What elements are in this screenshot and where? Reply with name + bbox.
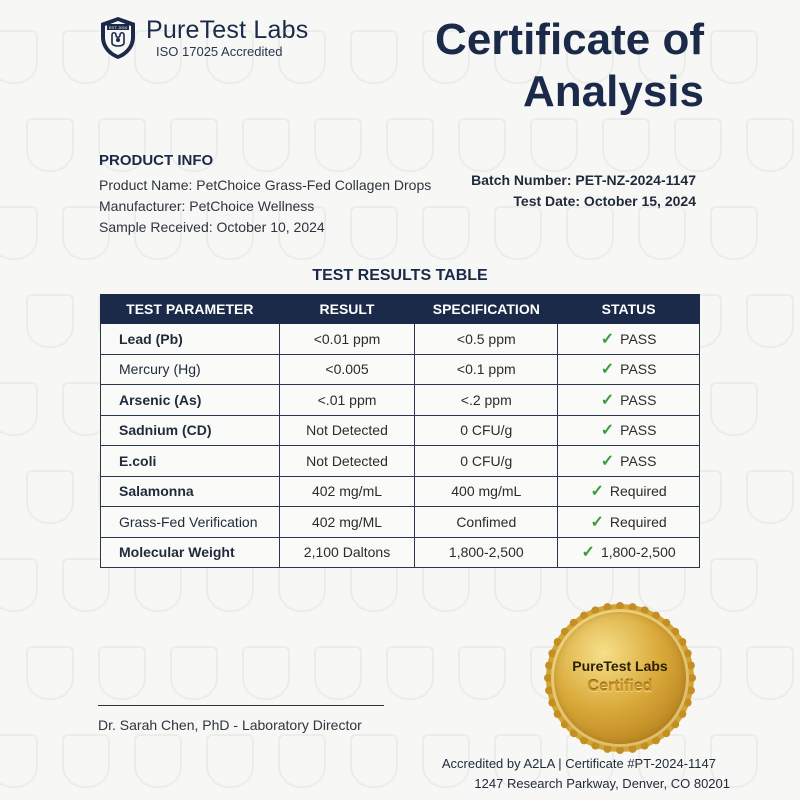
spec-cell: Confimed (415, 507, 558, 538)
watermark-shield-icon (278, 734, 326, 788)
result-cell: 402 mg/ML (279, 507, 415, 538)
status-cell (558, 507, 700, 538)
watermark-shield-icon (710, 206, 758, 260)
table-row (101, 385, 700, 416)
status-text: 1,800-2,500 (600, 544, 676, 561)
watermark-shield-icon (26, 118, 74, 172)
watermark-shield-icon (62, 734, 110, 788)
watermark-shield-icon (458, 118, 506, 172)
header-result: RESULT (279, 295, 415, 324)
watermark-shield-icon (746, 470, 794, 524)
watermark-shield-icon (386, 646, 434, 700)
watermark-shield-icon (746, 646, 794, 700)
watermark-shield-icon (242, 646, 290, 700)
watermark-shield-icon (494, 206, 542, 260)
watermark-shield-icon (0, 734, 38, 788)
product-info-heading: PRODUCT INFO (99, 152, 214, 169)
checkmark-icon: ✓ (581, 544, 595, 562)
watermark-shield-icon (638, 206, 686, 260)
status-cell (558, 324, 700, 355)
document-title: Certificate of Analysis (435, 15, 704, 116)
spec-cell: 1,800-2,500 (415, 537, 558, 568)
param-cell: Lead (Pb) (101, 324, 280, 355)
watermark-shield-icon (602, 118, 650, 172)
footer (441, 754, 730, 794)
watermark-shield-icon (26, 470, 74, 524)
param-cell: Grass-Fed Verification (101, 507, 280, 538)
status-cell (558, 446, 700, 477)
table-row (101, 446, 700, 477)
status-cell (558, 415, 700, 446)
status-text: PASS (620, 422, 657, 439)
watermark-shield-icon (0, 206, 38, 260)
spec-cell: <0.1 ppm (415, 354, 558, 385)
result-cell: 2,100 Daltons (279, 537, 415, 568)
checkmark-icon: ✓ (600, 422, 615, 440)
seal-certified-label: Certified (587, 678, 653, 695)
lab-logo (98, 15, 308, 61)
batch-info-section (471, 170, 696, 212)
watermark-shield-icon (26, 294, 74, 348)
signature-line (98, 705, 384, 706)
batch-number: Batch Number: PET-NZ-2024-1147 (471, 172, 696, 188)
status-text: Required (609, 483, 667, 500)
table-row (101, 537, 700, 568)
status-text: Required (609, 513, 667, 530)
status-cell (558, 385, 700, 416)
watermark-shield-icon (530, 118, 578, 172)
spec-cell: <0.5 ppm (415, 324, 558, 355)
header-specification: SPECIFICATION (415, 295, 558, 324)
spec-cell: 0 CFU/g (415, 446, 558, 477)
lab-name: PureTest Labs (146, 16, 309, 44)
spec-cell: <.2 ppm (415, 385, 558, 416)
watermark-shield-icon (0, 558, 38, 612)
test-date: Test Date: October 15, 2024 (513, 193, 696, 209)
param-cell: E.coli (101, 446, 280, 477)
table-row (101, 415, 700, 446)
watermark-shield-icon (458, 646, 506, 700)
status-text: PASS (620, 361, 657, 378)
product-name-line: Product Name: PetChoice Grass-Fed Collagen Drops (99, 177, 432, 193)
watermark-shield-icon (350, 734, 398, 788)
certified-seal (543, 601, 697, 755)
results-table-title: TEST RESULTS TABLE (312, 267, 488, 284)
result-cell: 402 mg/mL (279, 476, 415, 507)
watermark-shield-icon (26, 646, 74, 700)
watermark-shield-icon (0, 382, 38, 436)
result-cell: <0.005 (279, 354, 415, 385)
table-row (101, 507, 700, 538)
checkmark-icon: ✓ (600, 452, 615, 470)
result-cell: Not Detected (279, 446, 415, 477)
header-test-parameter: TEST PARAMETER (101, 295, 280, 324)
product-info-section (99, 152, 431, 238)
result-cell: <0.01 ppm (279, 324, 415, 355)
table-row (101, 476, 700, 507)
watermark-shield-icon (746, 118, 794, 172)
status-text: PASS (620, 452, 657, 469)
footer-accreditation: Accredited by A2LA | Certificate #PT-2024-1147 (441, 756, 716, 771)
sample-received-line: Sample Received: October 10, 2024 (99, 219, 325, 235)
checkmark-icon: ✓ (590, 483, 604, 501)
param-cell: Sadnium (CD) (101, 415, 280, 446)
watermark-shield-icon (170, 646, 218, 700)
checkmark-icon: ✓ (590, 513, 604, 531)
watermark-shield-icon (98, 646, 146, 700)
status-cell (558, 354, 700, 385)
spec-cell: 0 CFU/g (415, 415, 558, 446)
param-cell: Molecular Weight (101, 537, 280, 568)
watermark-shield-icon (746, 294, 794, 348)
shield-label: EST. 2010 (108, 24, 128, 30)
status-text: PASS (620, 330, 657, 347)
footer-address: 1247 Research Parkway, Denver, CO 80201 (474, 776, 730, 791)
checkmark-icon: ✓ (600, 330, 615, 348)
signatory-name: Dr. Sarah Chen, PhD - Laboratory Director (98, 717, 362, 733)
table-row (101, 354, 700, 385)
watermark-shield-icon (134, 734, 182, 788)
watermark-shield-icon (710, 382, 758, 436)
watermark-shield-icon (566, 206, 614, 260)
shield-icon (98, 15, 138, 61)
status-cell (558, 537, 700, 568)
result-cell: Not Detected (279, 415, 415, 446)
watermark-shield-icon (674, 118, 722, 172)
watermark-shield-icon (206, 734, 254, 788)
seal-lab-name: PureTest Labs (572, 658, 668, 674)
result-cell: <.01 ppm (279, 385, 415, 416)
results-table (100, 294, 700, 568)
watermark-shield-icon (0, 30, 38, 84)
watermark-shield-icon (314, 646, 362, 700)
table-row (101, 324, 700, 355)
status-cell (558, 476, 700, 507)
watermark-shield-icon (710, 558, 758, 612)
checkmark-icon: ✓ (600, 361, 615, 379)
accreditation-label: ISO 17025 Accredited (156, 44, 283, 59)
checkmark-icon: ✓ (600, 391, 615, 409)
param-cell: Arsenic (As) (101, 385, 280, 416)
spec-cell: 400 mg/mL (415, 476, 558, 507)
watermark-shield-icon (710, 30, 758, 84)
header-status: STATUS (558, 295, 700, 324)
table-header-row (101, 295, 700, 324)
param-cell: Salamonna (101, 476, 280, 507)
manufacturer-line: Manufacturer: PetChoice Wellness (99, 198, 315, 214)
param-cell: Mercury (Hg) (101, 354, 280, 385)
status-text: PASS (620, 391, 657, 408)
